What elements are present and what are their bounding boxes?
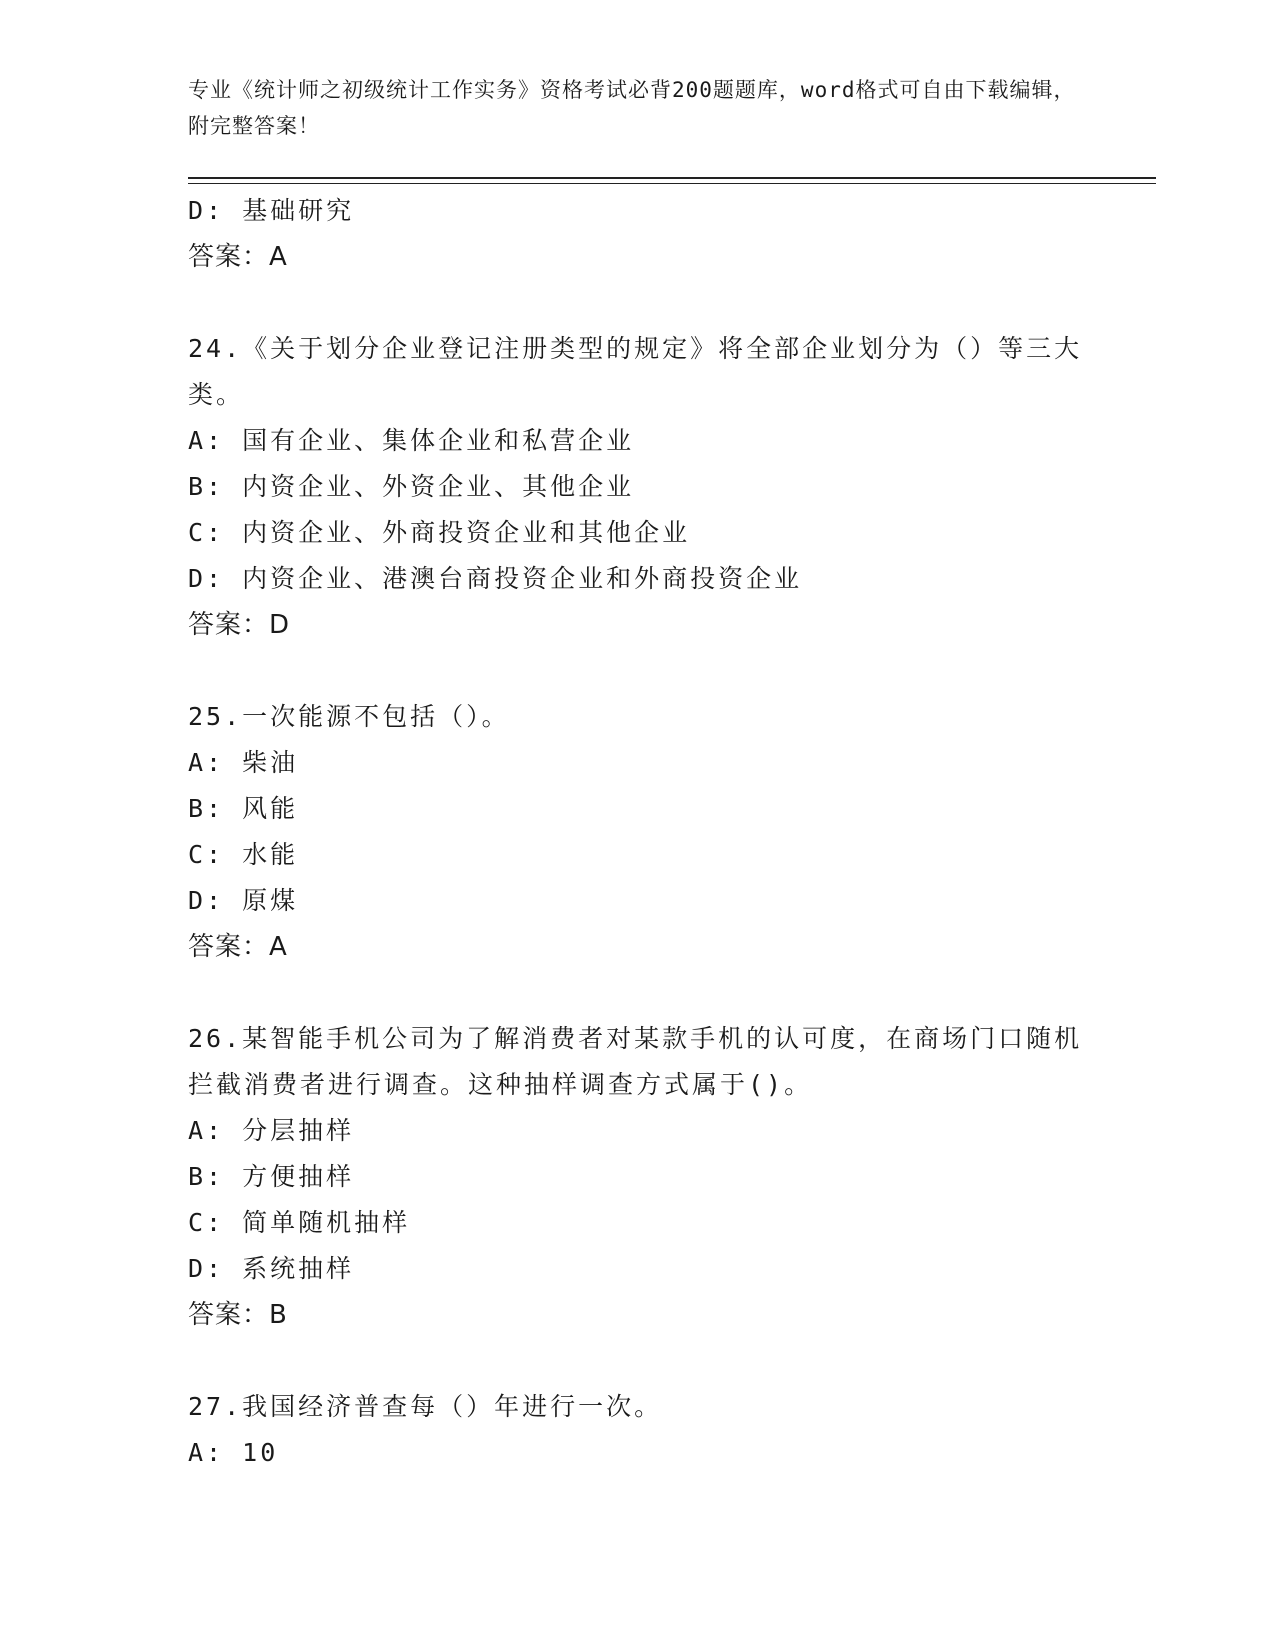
prev-option-d: D: 基础研究 [188, 196, 355, 225]
option-d: D: 原煤 [188, 886, 299, 915]
question-content [188, 188, 1088, 1476]
question-25 [188, 694, 1088, 970]
option-d: D: 系统抽样 [188, 1254, 355, 1283]
header-rule-thick [188, 177, 1156, 179]
option-b: B: 风能 [188, 794, 299, 823]
spacer [188, 1338, 1088, 1384]
option-b: B: 方便抽样 [188, 1162, 355, 1191]
option-a: A: 柴油 [188, 748, 299, 777]
spacer [188, 970, 1088, 1016]
header-rule-thin [188, 183, 1156, 184]
question-stem: 27.我国经济普查每（）年进行一次。 [188, 1392, 663, 1421]
option-a: A: 10 [188, 1438, 279, 1467]
option-a: A: 国有企业、集体企业和私营企业 [188, 426, 635, 455]
option-b: B: 内资企业、外资企业、其他企业 [188, 472, 635, 501]
answer: 答案：B [188, 1300, 288, 1330]
question-27 [188, 1384, 1088, 1476]
prev-answer: 答案：A [188, 242, 288, 272]
answer: 答案：D [188, 610, 291, 640]
question-24 [188, 326, 1088, 648]
spacer [188, 648, 1088, 694]
option-c: C: 内资企业、外商投资企业和其他企业 [188, 518, 691, 547]
option-c: C: 简单随机抽样 [188, 1208, 411, 1237]
question-stem: 25.一次能源不包括（）。 [188, 702, 510, 731]
document-header: 专业《统计师之初级统计工作实务》资格考试必背200题题库，word格式可自由下载编辑，附完整答案！ [188, 78, 1076, 138]
question-26 [188, 1016, 1088, 1338]
option-a: A: 分层抽样 [188, 1116, 355, 1145]
question-stem: 24.《关于划分企业登记注册类型的规定》将全部企业划分为（）等三大类。 [188, 334, 1083, 409]
question-stem: 26.某智能手机公司为了解消费者对某款手机的认可度，在商场门口随机拦截消费者进行调查。这种抽样调查方式属于()。 [188, 1024, 1083, 1099]
option-d: D: 内资企业、港澳台商投资企业和外商投资企业 [188, 564, 803, 593]
answer: 答案：A [188, 932, 288, 962]
option-c: C: 水能 [188, 840, 299, 869]
spacer [188, 280, 1088, 326]
